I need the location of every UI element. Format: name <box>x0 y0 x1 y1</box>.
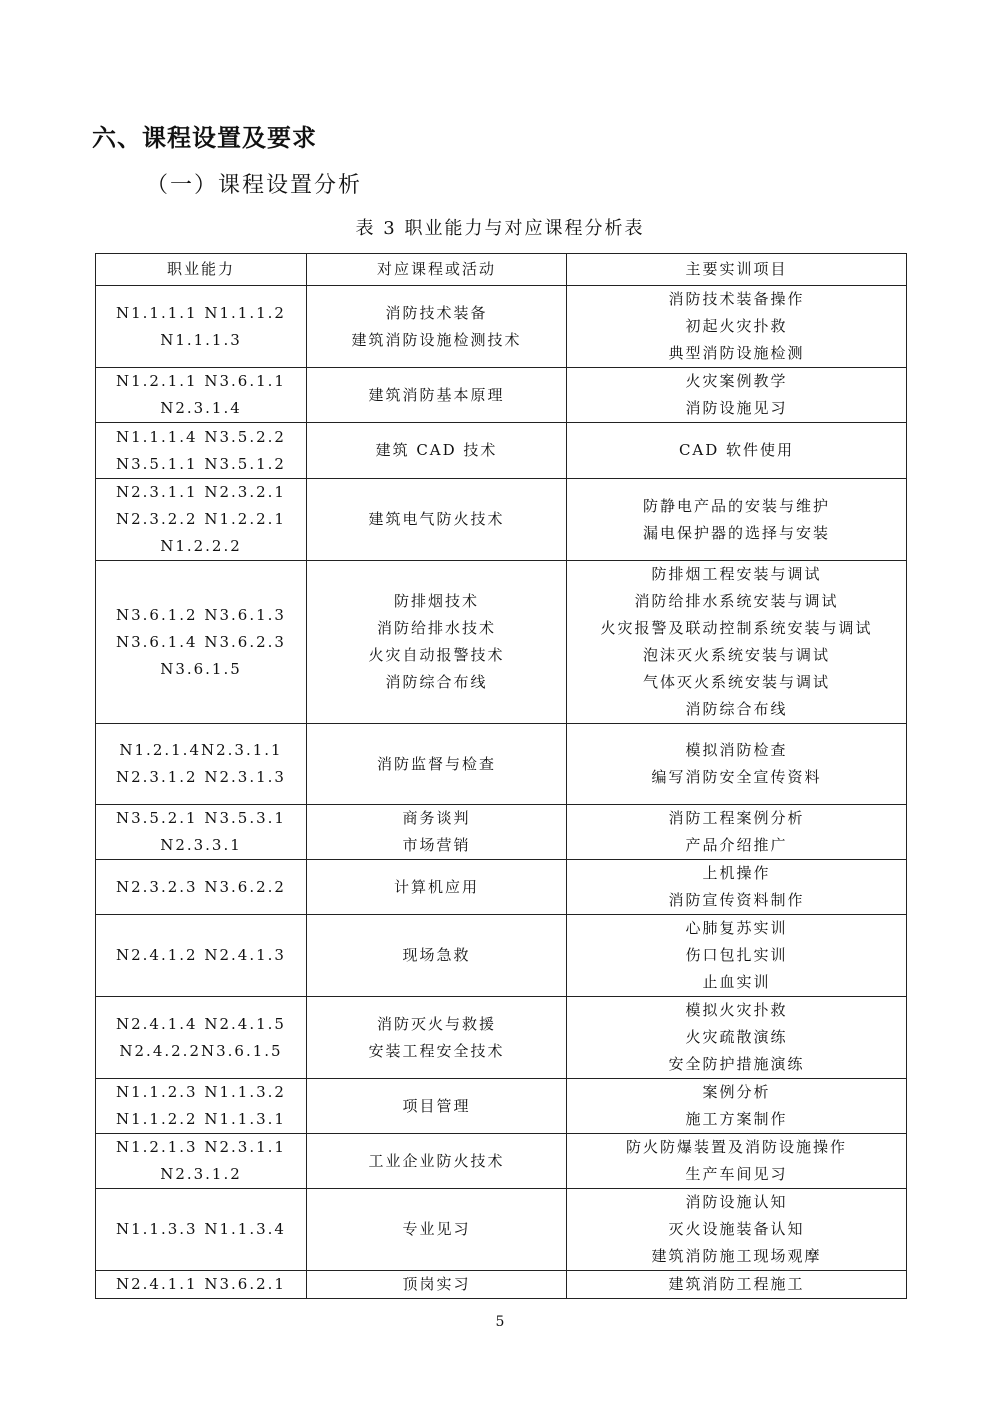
training-line: 案例分析 <box>702 1083 771 1101</box>
course-cell <box>307 423 567 479</box>
ability-line: N2.4.1.4 N2.4.1.5 <box>116 1014 286 1033</box>
course-line: 安装工程安全技术 <box>368 1041 505 1060</box>
ability-line: N3.5.1.1 N3.5.1.2 <box>116 454 286 473</box>
course-line: 火灾自动报警技术 <box>368 646 505 664</box>
course-cell <box>307 915 567 997</box>
course-line: 消防技术装备 <box>385 303 488 322</box>
table-row <box>96 724 907 805</box>
table-body <box>96 286 907 1299</box>
header-course: 对应课程或活动 <box>307 254 567 286</box>
course-cell <box>307 860 567 915</box>
ability-line: N2.3.1.4 <box>160 399 242 417</box>
ability-cell <box>96 915 307 997</box>
ability-cell <box>96 561 307 724</box>
page-number: 5 <box>495 1314 505 1330</box>
ability-line: N2.3.1.2 <box>160 1165 242 1183</box>
ability-line: N1.1.2.3 N1.1.3.2 <box>116 1083 286 1101</box>
ability-cell <box>96 1271 307 1299</box>
course-line: 建筑 CAD 技术 <box>375 441 498 459</box>
training-line: 防火防爆装置及消防设施操作 <box>625 1138 847 1156</box>
ability-cell <box>96 1079 307 1134</box>
training-line: 消防技术装备操作 <box>668 290 805 308</box>
ability-line: N1.2.1.3 N2.3.1.1 <box>116 1138 286 1156</box>
table-row <box>96 479 907 561</box>
course-line: 建筑消防基本原理 <box>368 385 505 404</box>
training-line: 心肺复苏实训 <box>685 919 788 937</box>
training-cell <box>567 915 907 997</box>
training-cell <box>567 479 907 561</box>
training-cell <box>567 724 907 805</box>
ability-line: N1.1.1.1 N1.1.1.2 <box>116 303 286 322</box>
training-line: 消防给排水系统安装与调试 <box>634 592 839 610</box>
training-line: 建筑消防施工现场观摩 <box>651 1247 822 1265</box>
ability-line: N1.1.1.4 N3.5.2.2 <box>116 427 286 446</box>
ability-line: N1.1.2.2 N1.1.3.1 <box>116 1110 286 1128</box>
training-line: 火灾报警及联动控制系统安装与调试 <box>600 619 873 637</box>
ability-line: N3.6.1.4 N3.6.2.3 <box>116 632 286 651</box>
section-title: 六、课程设置及要求 <box>92 124 317 152</box>
ability-line: N2.4.2.2N3.6.1.5 <box>119 1041 283 1060</box>
table-row <box>96 561 907 724</box>
ability-cell <box>96 1134 307 1189</box>
table-header-row <box>96 254 907 286</box>
ability-cell <box>96 479 307 561</box>
training-cell <box>567 1271 907 1299</box>
training-line: 模拟火灾扑救 <box>685 1001 788 1019</box>
ability-line: N1.2.2.2 <box>160 537 242 555</box>
training-line: 典型消防设施检测 <box>668 344 805 362</box>
course-cell <box>307 286 567 368</box>
ability-cell <box>96 805 307 860</box>
course-line: 消防灭火与救援 <box>376 1014 496 1033</box>
training-cell <box>567 1189 907 1271</box>
training-cell <box>567 423 907 479</box>
training-cell <box>567 286 907 368</box>
training-line: 火灾疏散演练 <box>685 1028 788 1046</box>
course-line: 建筑电气防火技术 <box>368 510 505 528</box>
course-line: 消防给排水技术 <box>376 619 496 637</box>
course-cell <box>307 997 567 1079</box>
course-cell <box>307 1134 567 1189</box>
ability-line: N3.5.2.1 N3.5.3.1 <box>116 809 286 827</box>
training-line: 火灾案例教学 <box>685 372 788 390</box>
table-row <box>96 1079 907 1134</box>
training-line: 漏电保护器的选择与安装 <box>642 523 830 542</box>
header-ability: 职业能力 <box>96 254 307 286</box>
training-line: 伤口包扎实训 <box>685 946 788 964</box>
ability-line: N2.3.1.1 N2.3.2.1 <box>116 483 286 501</box>
ability-course-table <box>95 253 907 1299</box>
course-line: 顶岗实习 <box>402 1275 471 1293</box>
ability-line: N3.6.1.5 <box>160 659 242 678</box>
table-row <box>96 915 907 997</box>
training-cell <box>567 368 907 423</box>
ability-line: N1.1.1.3 <box>160 330 242 349</box>
ability-cell <box>96 423 307 479</box>
course-cell <box>307 1271 567 1299</box>
ability-line: N3.6.1.2 N3.6.1.3 <box>116 605 286 624</box>
ability-line: N1.1.3.3 N1.1.3.4 <box>116 1220 286 1238</box>
course-line: 防排烟技术 <box>393 592 479 610</box>
course-line: 计算机应用 <box>393 877 479 896</box>
ability-cell <box>96 368 307 423</box>
ability-cell <box>96 1189 307 1271</box>
ability-line: N2.3.1.2 N2.3.1.3 <box>116 768 286 786</box>
training-line: 消防工程案例分析 <box>668 809 805 827</box>
training-cell <box>567 860 907 915</box>
training-line: 灭火设施装备认知 <box>668 1220 805 1238</box>
course-line: 专业见习 <box>402 1220 471 1238</box>
course-line: 工业企业防火技术 <box>368 1151 505 1170</box>
course-cell <box>307 1189 567 1271</box>
table-row <box>96 1271 907 1299</box>
training-line: 消防综合布线 <box>685 700 788 718</box>
training-line: 建筑消防工程施工 <box>668 1275 805 1293</box>
table-row <box>96 1189 907 1271</box>
ability-line: N2.3.2.3 N3.6.2.2 <box>116 877 286 896</box>
training-line: 消防宣传资料制作 <box>668 891 805 909</box>
training-cell <box>567 997 907 1079</box>
table-row <box>96 368 907 423</box>
subsection-title: （一）课程设置分析 <box>146 173 363 198</box>
ability-cell <box>96 724 307 805</box>
course-cell <box>307 1079 567 1134</box>
ability-line: N2.3.3.1 <box>160 836 242 854</box>
ability-line: N2.3.2.2 N1.2.2.1 <box>116 510 286 528</box>
course-line: 现场急救 <box>402 946 471 964</box>
table-caption: 表 3 职业能力与对应课程分析表 <box>355 218 645 239</box>
training-line: 防静电产品的安装与维护 <box>642 496 830 515</box>
training-cell <box>567 1079 907 1134</box>
course-cell <box>307 805 567 860</box>
table-row <box>96 286 907 368</box>
training-line: 产品介绍推广 <box>685 836 788 854</box>
ability-line: N1.2.1.1 N3.6.1.1 <box>116 372 286 390</box>
training-line: 编写消防安全宣传资料 <box>651 768 822 786</box>
table-row <box>96 423 907 479</box>
course-cell <box>307 724 567 805</box>
table-row <box>96 860 907 915</box>
training-line: 施工方案制作 <box>685 1110 788 1128</box>
training-line: 消防设施见习 <box>685 399 788 417</box>
training-line: 模拟消防检查 <box>685 741 788 759</box>
training-line: 气体灭火系统安装与调试 <box>642 673 830 691</box>
ability-line: N2.4.1.2 N2.4.1.3 <box>116 946 286 964</box>
course-line: 商务谈判 <box>402 809 471 827</box>
training-line: 生产车间见习 <box>685 1165 788 1183</box>
ability-cell <box>96 286 307 368</box>
training-cell <box>567 561 907 724</box>
course-line: 消防综合布线 <box>385 673 488 691</box>
ability-line: N1.2.1.4N2.3.1.1 <box>119 741 283 759</box>
ability-cell <box>96 860 307 915</box>
training-line: 泡沫灭火系统安装与调试 <box>642 646 830 664</box>
training-line: CAD 软件使用 <box>678 441 795 459</box>
course-cell <box>307 368 567 423</box>
ability-cell <box>96 997 307 1079</box>
training-line: 安全防护措施演练 <box>668 1055 805 1073</box>
header-training: 主要实训项目 <box>567 254 907 286</box>
table-row <box>96 1134 907 1189</box>
training-cell <box>567 805 907 860</box>
ability-line: N2.4.1.1 N3.6.2.1 <box>116 1275 286 1293</box>
course-line: 市场营销 <box>402 836 471 854</box>
course-line: 消防监督与检查 <box>376 754 496 773</box>
course-cell <box>307 561 567 724</box>
training-cell <box>567 1134 907 1189</box>
training-line: 初起火灾扑救 <box>685 317 788 335</box>
table-row <box>96 997 907 1079</box>
training-line: 上机操作 <box>702 864 771 882</box>
course-cell <box>307 479 567 561</box>
training-line: 消防设施认知 <box>685 1193 788 1211</box>
training-line: 防排烟工程安装与调试 <box>651 565 822 583</box>
course-line: 建筑消防设施检测技术 <box>351 330 522 349</box>
table-row <box>96 805 907 860</box>
course-line: 项目管理 <box>402 1096 471 1115</box>
training-line: 止血实训 <box>702 973 771 991</box>
